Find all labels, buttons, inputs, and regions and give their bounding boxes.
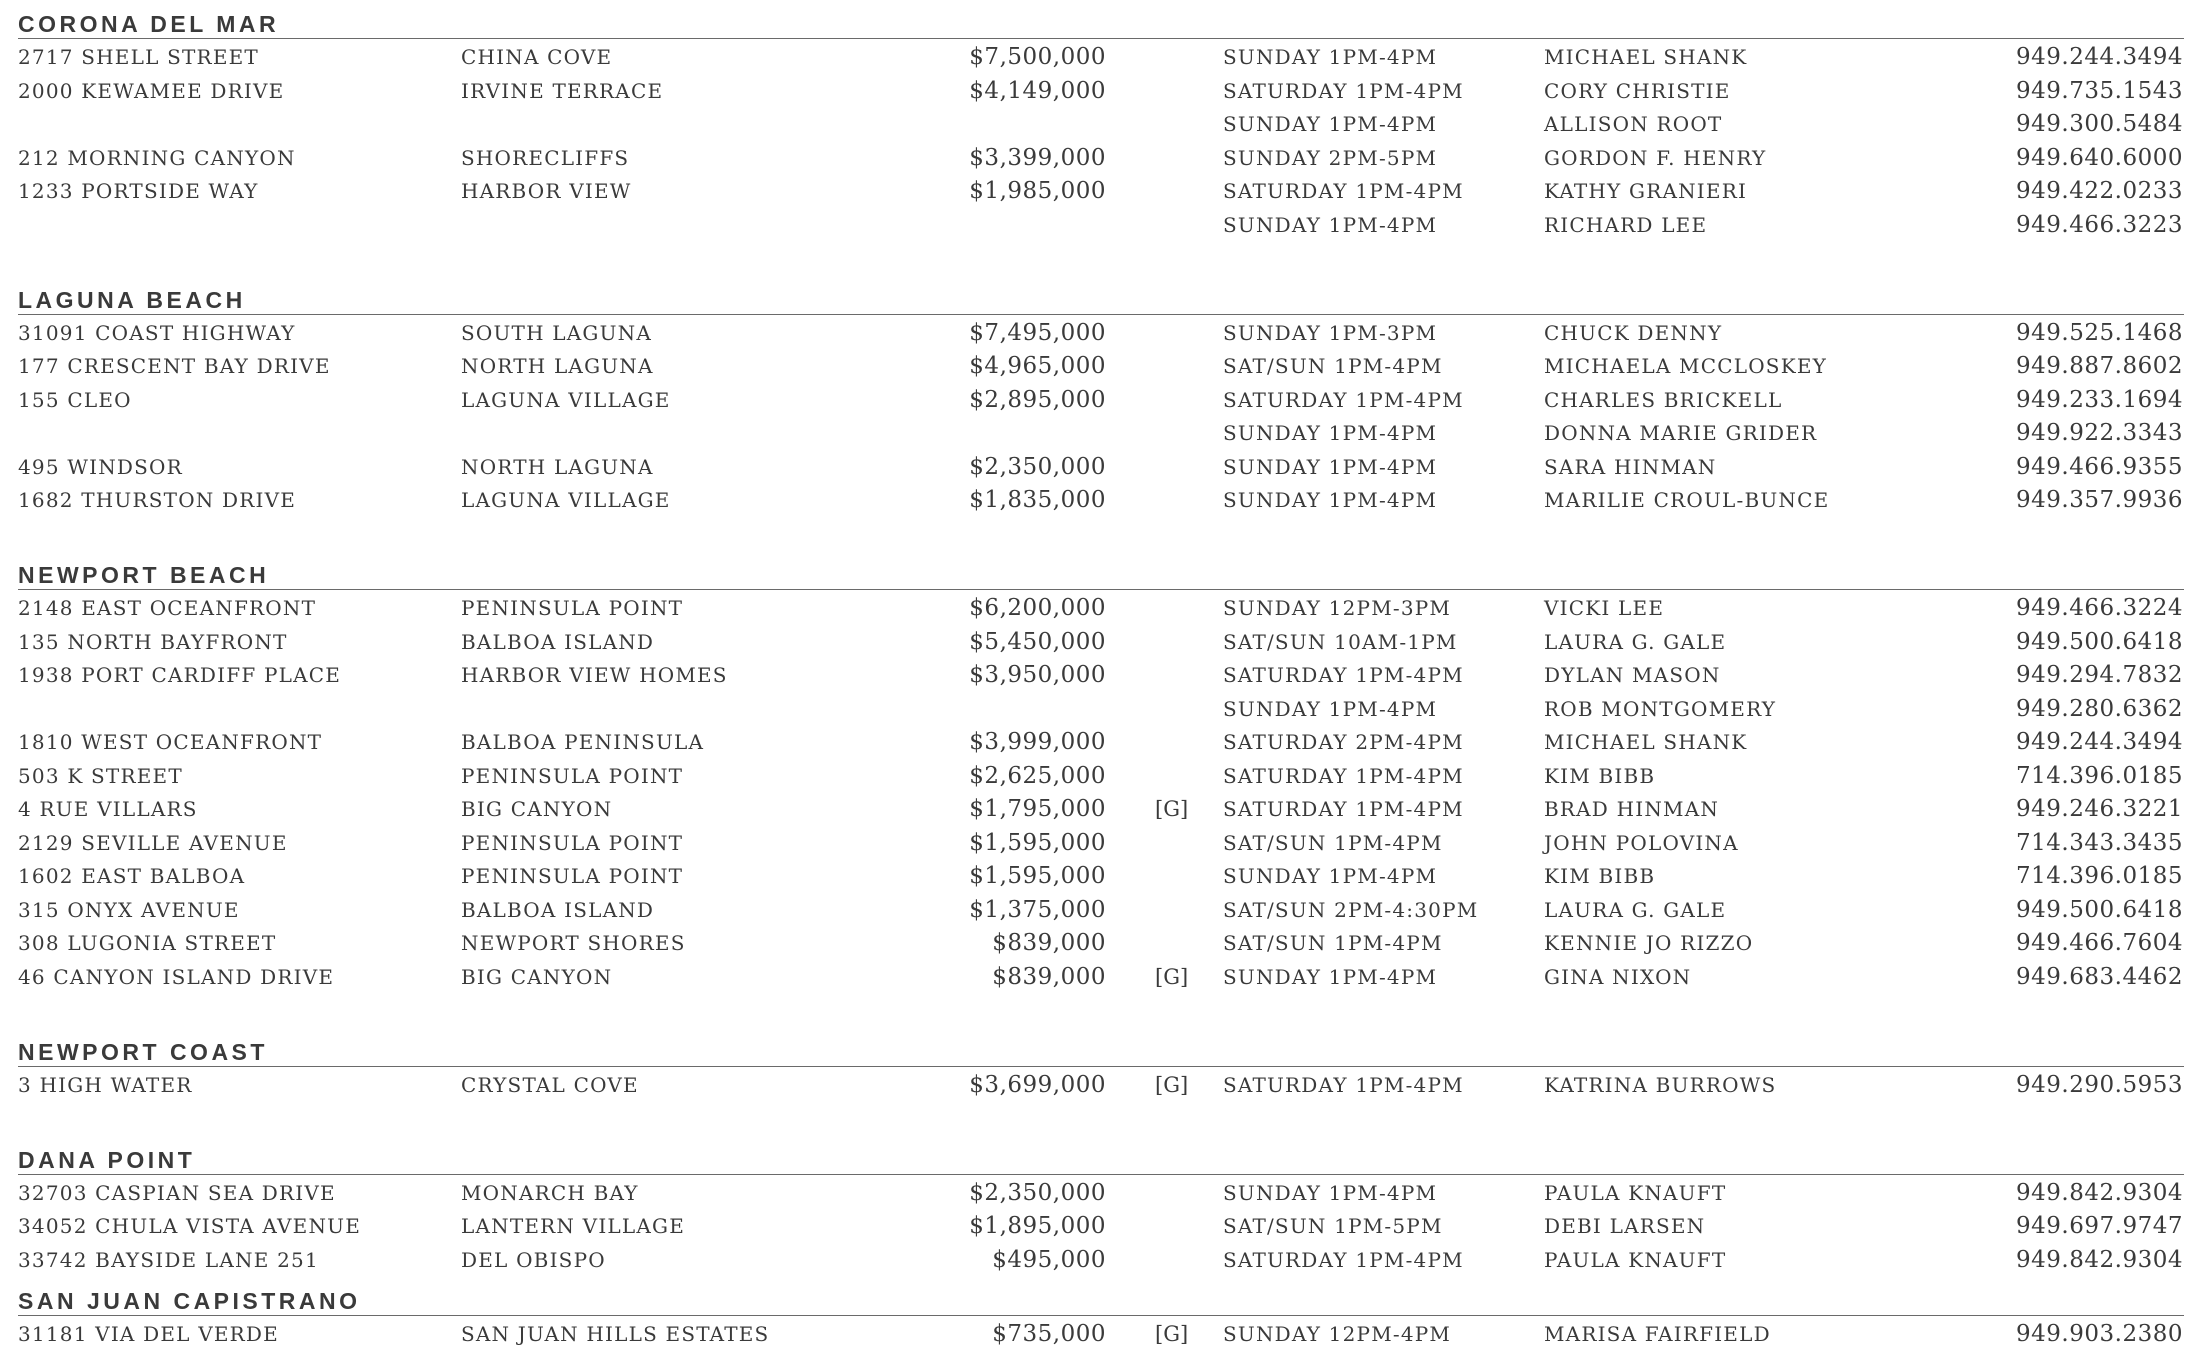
listing-address: 315 ONYX AVENUE — [18, 897, 240, 922]
listing-neighborhood: BALBOA ISLAND — [461, 897, 655, 922]
section-corona-del-mar — [18, 0, 2184, 276]
listing-row — [18, 142, 2184, 176]
listing-neighborhood: SOUTH LAGUNA — [461, 320, 652, 345]
listing-agent: GINA NIXON — [1544, 964, 1692, 989]
open-house-time: SUNDAY 1PM-4PM — [1223, 112, 1438, 136]
listing-neighborhood: LAGUNA VILLAGE — [461, 488, 671, 512]
listing-price: $2,625,000 — [969, 762, 1106, 789]
open-house-time: SATURDAY 1PM-4PM — [1223, 179, 1464, 203]
listing-neighborhood: BIG CANYON — [461, 797, 613, 821]
listing-address: 32703 CASPIAN SEA DRIVE — [18, 1180, 336, 1205]
section-divider — [18, 38, 2184, 39]
listing-price: $2,350,000 — [969, 1179, 1106, 1206]
listing-price: $4,965,000 — [969, 353, 1106, 379]
listing-address: 1602 EAST BALBOA — [18, 864, 246, 888]
section-title: NEWPORT COAST — [18, 1038, 268, 1065]
agent-phone: 949.842.9304 — [2016, 1179, 2183, 1206]
listing-agent: JOHN POLOVINA — [1544, 830, 1739, 855]
section-title: DANA POINT — [18, 1146, 196, 1173]
listing-row — [18, 1177, 2184, 1211]
section-divider — [18, 1174, 2184, 1175]
listing-agent: DONNA MARIE GRIDER — [1544, 421, 1818, 445]
listing-neighborhood: SAN JUAN HILLS ESTATES — [461, 1322, 770, 1346]
listing-address: 495 WINDSOR — [18, 454, 183, 479]
listing-row — [18, 626, 2184, 660]
open-house-time: SATURDAY 1PM-4PM — [1223, 763, 1464, 788]
listing-gated-flag: [G] — [1155, 1072, 1189, 1097]
listing-price: $2,350,000 — [969, 453, 1106, 480]
listing-address: 1682 THURSTON DRIVE — [18, 488, 297, 512]
section-dana-point — [18, 1136, 2184, 1278]
section-title: CORONA DEL MAR — [18, 11, 280, 37]
open-house-time: SUNDAY 1PM-4PM — [1223, 1180, 1438, 1205]
listing-agent: GORDON F. HENRY — [1544, 145, 1767, 170]
section-divider — [18, 314, 2184, 315]
listing-neighborhood: CHINA COVE — [461, 45, 613, 69]
listing-price: $495,000 — [992, 1246, 1106, 1273]
open-house-time: SATURDAY 1PM-4PM — [1223, 78, 1464, 103]
listing-address: 2129 SEVILLE AVENUE — [18, 830, 288, 855]
listing-gated-flag: [G] — [1155, 797, 1189, 821]
listing-row — [18, 860, 2184, 894]
listing-row — [18, 75, 2184, 109]
agent-phone: 949.683.4462 — [2016, 963, 2183, 990]
agent-phone: 714.343.3435 — [2016, 829, 2183, 856]
listing-agent: MARILIE CROUL-BUNCE — [1544, 488, 1830, 512]
listing-row — [18, 384, 2184, 418]
agent-phone: 949.357.9936 — [2016, 487, 2183, 513]
listing-row — [18, 175, 2184, 209]
listing-price: $1,795,000 — [969, 796, 1106, 822]
section-newport-coast — [18, 1028, 2184, 1136]
listing-neighborhood: NORTH LAGUNA — [461, 454, 654, 479]
listing-gated-flag: [G] — [1155, 964, 1189, 989]
listing-price: $1,375,000 — [969, 896, 1106, 923]
listing-price: $839,000 — [992, 930, 1106, 956]
listing-row — [18, 659, 2184, 693]
listing-row — [18, 894, 2184, 928]
listing-agent: MARISA FAIRFIELD — [1544, 1322, 1771, 1346]
section-gap — [18, 518, 2184, 552]
listing-price: $1,835,000 — [969, 487, 1106, 513]
agent-phone: 949.735.1543 — [2016, 77, 2183, 104]
section-title: LAGUNA BEACH — [18, 286, 246, 313]
agent-phone: 949.922.3343 — [2016, 420, 2183, 446]
open-house-time: SUNDAY 1PM-4PM — [1223, 964, 1438, 989]
section-newport-beach — [18, 551, 2184, 1028]
listing-row — [18, 350, 2184, 384]
section-title: NEWPORT BEACH — [18, 562, 270, 588]
open-house-time: SATURDAY 2PM-4PM — [1223, 730, 1464, 754]
listing-row — [18, 108, 2184, 142]
agent-phone: 714.396.0185 — [2016, 863, 2183, 889]
agent-phone: 949.500.6418 — [2016, 896, 2183, 923]
agent-phone: 949.466.3224 — [2016, 595, 2183, 621]
listing-row — [18, 451, 2184, 485]
agent-phone: 714.396.0185 — [2016, 762, 2183, 789]
listing-neighborhood: PENINSULA POINT — [461, 830, 684, 855]
listing-row — [18, 592, 2184, 626]
listing-agent: KIM BIBB — [1544, 864, 1656, 888]
agent-phone: 949.466.7604 — [2016, 930, 2183, 956]
open-house-time: SUNDAY 1PM-4PM — [1223, 212, 1438, 237]
agent-phone: 949.903.2380 — [2016, 1321, 2183, 1347]
section-san-juan-capistrano — [18, 1277, 2184, 1352]
open-house-time: SUNDAY 1PM-4PM — [1223, 488, 1438, 512]
listing-row — [18, 927, 2184, 961]
listing-neighborhood: LAGUNA VILLAGE — [461, 387, 671, 412]
agent-phone: 949.525.1468 — [2016, 319, 2183, 346]
listing-price: $5,450,000 — [969, 628, 1106, 655]
section-divider — [18, 1066, 2184, 1067]
listing-agent: ALLISON ROOT — [1544, 112, 1723, 136]
open-house-time: SUNDAY 1PM-4PM — [1223, 421, 1438, 445]
agent-phone: 949.466.9355 — [2016, 453, 2183, 480]
listing-address: 2148 EAST OCEANFRONT — [18, 596, 317, 620]
listing-row — [18, 1210, 2184, 1244]
agent-phone: 949.290.5953 — [2016, 1071, 2183, 1098]
agent-phone: 949.466.3223 — [2016, 211, 2183, 238]
listing-row — [18, 317, 2184, 351]
listing-address: 33742 BAYSIDE LANE 251 — [18, 1247, 319, 1272]
listing-row — [18, 417, 2184, 451]
listing-address: 212 MORNING CANYON — [18, 145, 296, 170]
listing-price: $3,399,000 — [969, 144, 1106, 171]
listing-row — [18, 726, 2184, 760]
listing-address: 2000 KEWAMEE DRIVE — [18, 78, 285, 103]
section-divider — [18, 589, 2184, 590]
listing-address: 34052 CHULA VISTA AVENUE — [18, 1214, 361, 1238]
open-house-time: SAT/SUN 1PM-4PM — [1223, 354, 1443, 378]
listing-row — [18, 793, 2184, 827]
open-house-time: SAT/SUN 1PM-4PM — [1223, 931, 1443, 955]
listing-neighborhood: BIG CANYON — [461, 964, 613, 989]
section-gap — [18, 994, 2184, 1028]
listing-agent: MICHAEL SHANK — [1544, 45, 1748, 69]
listing-agent: CHARLES BRICKELL — [1544, 387, 1783, 412]
listing-agent: RICHARD LEE — [1544, 212, 1708, 237]
open-house-time: SAT/SUN 1PM-4PM — [1223, 830, 1443, 855]
listing-agent: KENNIE JO RIZZO — [1544, 931, 1754, 955]
listing-address: 31091 COAST HIGHWAY — [18, 320, 296, 345]
listing-price: $735,000 — [992, 1321, 1106, 1347]
listing-price: $1,985,000 — [969, 178, 1106, 204]
agent-phone: 949.244.3494 — [2016, 729, 2183, 755]
listing-neighborhood: NORTH LAGUNA — [461, 354, 654, 378]
listing-row — [18, 760, 2184, 794]
listing-neighborhood: PENINSULA POINT — [461, 596, 684, 620]
listing-price: $7,495,000 — [969, 319, 1106, 346]
listing-address: 155 CLEO — [18, 387, 132, 412]
listing-neighborhood: BALBOA ISLAND — [461, 629, 655, 654]
open-house-time: SATURDAY 1PM-4PM — [1223, 1247, 1464, 1272]
agent-phone: 949.246.3221 — [2016, 796, 2183, 822]
agent-phone: 949.294.7832 — [2016, 662, 2183, 688]
listing-neighborhood: NEWPORT SHORES — [461, 931, 686, 955]
listing-address: 4 RUE VILLARS — [18, 797, 198, 821]
listing-agent: PAULA KNAUFT — [1544, 1180, 1727, 1205]
listing-agent: CORY CHRISTIE — [1544, 78, 1731, 103]
listing-price: $1,595,000 — [969, 863, 1106, 889]
listing-neighborhood: BALBOA PENINSULA — [461, 730, 705, 754]
listing-neighborhood: PENINSULA POINT — [461, 864, 684, 888]
open-house-time: SUNDAY 12PM-4PM — [1223, 1322, 1452, 1346]
open-house-time: SUNDAY 1PM-4PM — [1223, 45, 1438, 69]
listing-row — [18, 209, 2184, 243]
listing-address: 135 NORTH BAYFRONT — [18, 629, 288, 654]
listing-address: 46 CANYON ISLAND DRIVE — [18, 964, 335, 989]
open-house-listing — [18, 0, 2184, 1352]
section-gap — [18, 242, 2184, 276]
listing-price: $2,895,000 — [969, 386, 1106, 413]
open-house-time: SAT/SUN 2PM-4:30PM — [1223, 897, 1479, 922]
agent-phone: 949.887.8602 — [2016, 353, 2183, 379]
listing-agent: KIM BIBB — [1544, 763, 1656, 788]
listing-gated-flag: [G] — [1155, 1322, 1189, 1346]
open-house-time: SUNDAY 1PM-4PM — [1223, 696, 1438, 721]
agent-phone: 949.280.6362 — [2016, 695, 2183, 722]
listing-agent: LAURA G. GALE — [1544, 629, 1727, 654]
listing-address: 1233 PORTSIDE WAY — [18, 179, 259, 203]
listing-agent: KATRINA BURROWS — [1544, 1072, 1777, 1097]
open-house-time: SUNDAY 12PM-3PM — [1223, 596, 1452, 620]
listing-row — [18, 1244, 2184, 1278]
listing-price: $1,595,000 — [969, 829, 1106, 856]
listing-row — [18, 1069, 2184, 1103]
listing-address: 2717 SHELL STREET — [18, 45, 259, 69]
listing-neighborhood: DEL OBISPO — [461, 1247, 606, 1272]
listing-row — [18, 693, 2184, 727]
listing-neighborhood: SHORECLIFFS — [461, 145, 630, 170]
listing-price: $4,149,000 — [969, 77, 1106, 104]
listing-price: $7,500,000 — [969, 44, 1106, 70]
listing-agent: ROB MONTGOMERY — [1544, 696, 1777, 721]
open-house-time: SAT/SUN 10AM-1PM — [1223, 629, 1458, 654]
listing-agent: VICKI LEE — [1544, 596, 1665, 620]
open-house-time: SUNDAY 1PM-3PM — [1223, 320, 1438, 345]
listing-agent: KATHY GRANIERI — [1544, 179, 1748, 203]
listing-neighborhood: PENINSULA POINT — [461, 763, 684, 788]
listing-agent: DEBI LARSEN — [1544, 1214, 1706, 1238]
listing-agent: MICHAELA MCCLOSKEY — [1544, 354, 1828, 378]
agent-phone: 949.500.6418 — [2016, 628, 2183, 655]
listing-row — [18, 1318, 2184, 1352]
open-house-time: SATURDAY 1PM-4PM — [1223, 387, 1464, 412]
open-house-time: SATURDAY 1PM-4PM — [1223, 1072, 1464, 1097]
open-house-time: SUNDAY 2PM-5PM — [1223, 145, 1438, 170]
agent-phone: 949.244.3494 — [2016, 44, 2183, 70]
listing-address: 177 CRESCENT BAY DRIVE — [18, 354, 331, 378]
open-house-time: SATURDAY 1PM-4PM — [1223, 663, 1464, 687]
listing-agent: LAURA G. GALE — [1544, 897, 1727, 922]
listing-neighborhood: LANTERN VILLAGE — [461, 1214, 686, 1238]
listing-row — [18, 961, 2184, 995]
section-title: SAN JUAN CAPISTRANO — [18, 1288, 361, 1314]
listing-neighborhood: CRYSTAL COVE — [461, 1072, 639, 1097]
listing-row — [18, 484, 2184, 518]
listing-agent: CHUCK DENNY — [1544, 320, 1723, 345]
section-gap — [18, 1102, 2184, 1136]
open-house-time: SUNDAY 1PM-4PM — [1223, 454, 1438, 479]
listing-neighborhood: MONARCH BAY — [461, 1180, 639, 1205]
agent-phone: 949.697.9747 — [2016, 1213, 2183, 1239]
listing-row — [18, 41, 2184, 75]
listing-row — [18, 827, 2184, 861]
listing-address: 3 HIGH WATER — [18, 1072, 193, 1097]
listing-price: $3,699,000 — [969, 1071, 1106, 1098]
listing-agent: DYLAN MASON — [1544, 663, 1721, 687]
listing-agent: PAULA KNAUFT — [1544, 1247, 1727, 1272]
listing-price: $839,000 — [992, 963, 1106, 990]
listing-address: 1810 WEST OCEANFRONT — [18, 730, 323, 754]
listing-price: $6,200,000 — [969, 595, 1106, 621]
agent-phone: 949.422.0233 — [2016, 178, 2183, 204]
listing-price: $3,999,000 — [969, 729, 1106, 755]
listing-price: $3,950,000 — [969, 662, 1106, 688]
listing-address: 1938 PORT CARDIFF PLACE — [18, 663, 342, 687]
agent-phone: 949.233.1694 — [2016, 386, 2183, 413]
agent-phone: 949.640.6000 — [2016, 144, 2183, 171]
open-house-time: SAT/SUN 1PM-5PM — [1223, 1214, 1443, 1238]
listing-price: $1,895,000 — [969, 1213, 1106, 1239]
open-house-time: SATURDAY 1PM-4PM — [1223, 797, 1464, 821]
listing-neighborhood: HARBOR VIEW HOMES — [461, 663, 728, 687]
listing-agent: MICHAEL SHANK — [1544, 730, 1748, 754]
listing-address: 308 LUGONIA STREET — [18, 931, 277, 955]
agent-phone: 949.842.9304 — [2016, 1246, 2183, 1273]
listing-address: 503 K STREET — [18, 763, 183, 788]
listing-agent: BRAD HINMAN — [1544, 797, 1720, 821]
listing-neighborhood: IRVINE TERRACE — [461, 78, 664, 103]
open-house-time: SUNDAY 1PM-4PM — [1223, 864, 1438, 888]
section-laguna-beach — [18, 276, 2184, 552]
listing-address: 31181 VIA DEL VERDE — [18, 1322, 279, 1346]
listing-agent: SARA HINMAN — [1544, 454, 1717, 479]
listing-neighborhood: HARBOR VIEW — [461, 179, 632, 203]
section-divider — [18, 1315, 2184, 1316]
agent-phone: 949.300.5484 — [2016, 111, 2183, 137]
